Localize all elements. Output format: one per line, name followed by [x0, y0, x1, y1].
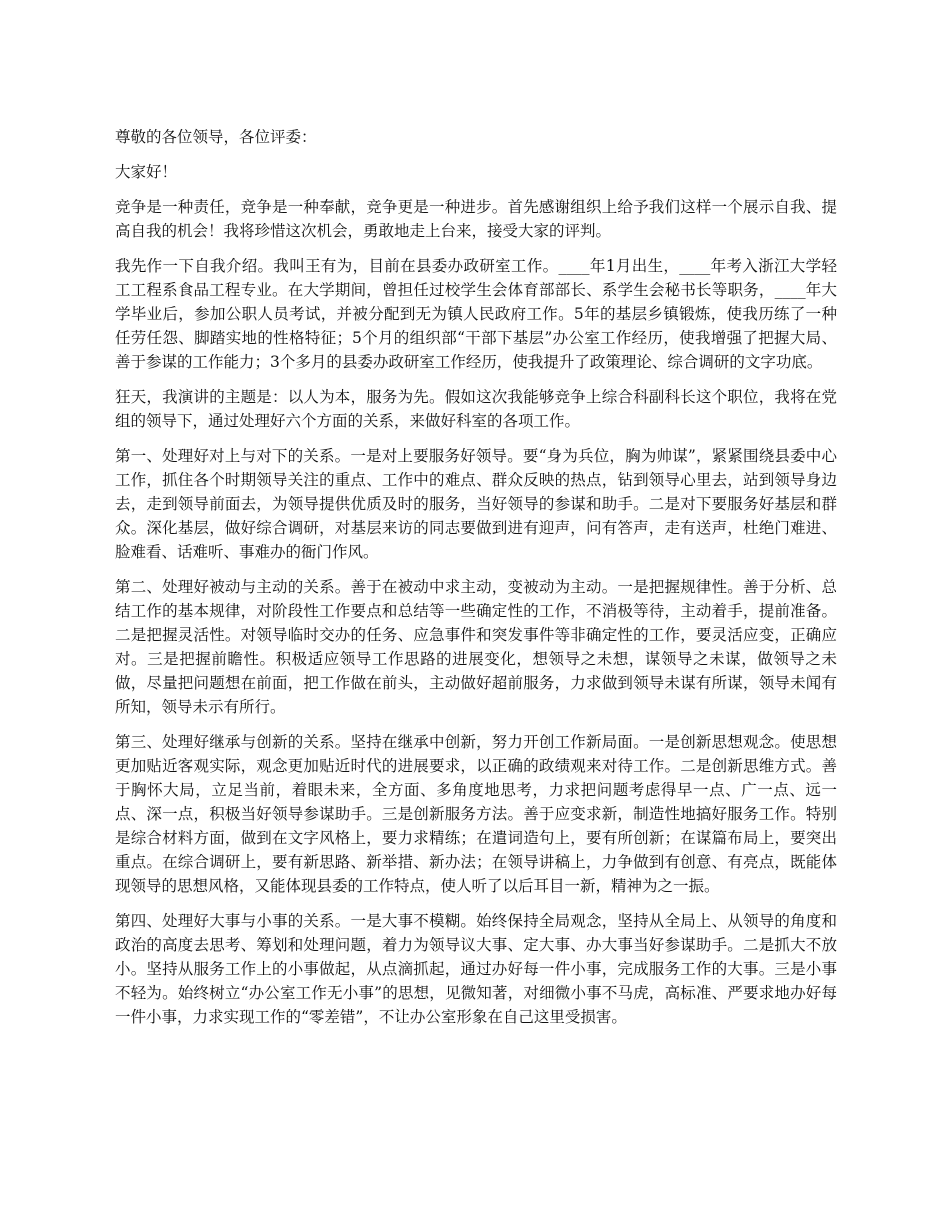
paragraph-opening: 竞争是一种责任，竞争是一种奉献，竞争更是一种进步。首先感谢组织上给予我们这样一个展示自我、提高自我的机会！我将珍惜这次机会，勇敢地走上台来，接受大家的评判。 [115, 198, 837, 240]
document-page [115, 125, 837, 1040]
paragraph-point-four: 第四、处理好大事与小事的关系。一是大事不模糊。始终保持全局观念，坚持从全局上、从领导的角度和政治的高度去思考、筹划和处理问题，着力为领导议大事、定大事、办大事当好参谋助手。二是抓大不放小。坚持从服务工作上的小事做起，从点滴抓起，通过办好每一件小事，完成服务工作的大事。三是小事不轻为。始终树立“办公室工作无小事”的思想，见微知著，对细微小事不马虎，高标准、严要求地办好每一件小事，力求实现工作的“零差错”，不让办公室形象在自己这里受损害。 [115, 912, 837, 1026]
greeting: 大家好！ [115, 163, 178, 181]
paragraph-self-introduction: 我先作一下自我介绍。我叫王有为，目前在县委办政研室工作。____年1月出生，____年考入浙江大学轻工工程系食品工程专业。在大学期间，曾担任过校学生会体育部部长、系学生会秘书长等职务，____年大学毕业后，参加公职人员考试，并被分配到无为镇人民政府工作。5年的基层乡镇锻炼，使我历练了一种任劳任怨、脚踏实地的性格特征；5个月的组织部“干部下基层”办公室工作经历，使我增强了把握大局、善于参谋的工作能力；3个多月的县委办政研室工作经历，使我提升了政策理论、综合调研的文字功底。 [115, 257, 837, 371]
paragraph-point-three: 第三、处理好继承与创新的关系。坚持在继承中创新，努力开创工作新局面。一是创新思想观念。使思想更加贴近客观实际，观念更加贴近时代的进展要求，以正确的政绩观来对待工作。二是创新思维方式。善于胸怀大局，立足当前，着眼未来，全方面、多角度地思考，力求把问题考虑得早一点、广一点、远一点、深一点，积极当好领导参谋助手。三是创新服务方法。善于应变求新，制造性地搞好服务工作。特别是综合材料方面，做到在文字风格上，要力求精练；在遣词造句上，要有所创新；在谋篇布局上，要突出重点。在综合调研上，要有新思路、新举措、新办法；在领导讲稿上，力争做到有创意、有亮点，既能体现领导的思想风格，又能体现县委的工作特点，使人听了以后耳目一新，精神为之一振。 [115, 733, 837, 895]
paragraph-point-two: 第二、处理好被动与主动的关系。善于在被动中求主动，变被动为主动。一是把握规律性。善于分析、总结工作的基本规律，对阶段性工作要点和总结等一些确定性的工作，不消极等待，主动着手，提前准备。二是把握灵活性。对领导临时交办的任务、应急事件和突发事件等非确定性的工作，要灵活应变，正确应对。三是把握前瞻性。积极适应领导工作思路的进展变化，想领导之未想，谋领导之未谋，做领导之未做，尽量把问题想在前面，把工作做在前头，主动做好超前服务，力求做到领导未谋有所谋，领导未闻有所知，领导未示有所行。 [115, 578, 837, 716]
paragraph-theme: 狂天，我演讲的主题是：以人为本，服务为先。假如这次我能够竞争上综合科副科长这个职位，我将在党组的领导下，通过处理好六个方面的关系，来做好科室的各项工作。 [115, 388, 837, 430]
salutation: 尊敬的各位领导，各位评委： [115, 128, 317, 146]
paragraph-point-one: 第一、处理好对上与对下的关系。一是对上要服务好领导。要“身为兵位，胸为帅谋”，紧紧围绕县委中心工作，抓住各个时期领导关注的重点、工作中的难点、群众反映的热点，钻到领导心里去，站到领导身边去，走到领导前面去，为领导提供优质及时的服务，当好领导的参谋和助手。二是对下要服务好基层和群众。深化基层，做好综合调研，对基层来访的同志要做到进有迎声，问有答声，走有送声，杜绝门难进、脸难看、话难听、事难办的衙门作风。 [115, 447, 837, 561]
